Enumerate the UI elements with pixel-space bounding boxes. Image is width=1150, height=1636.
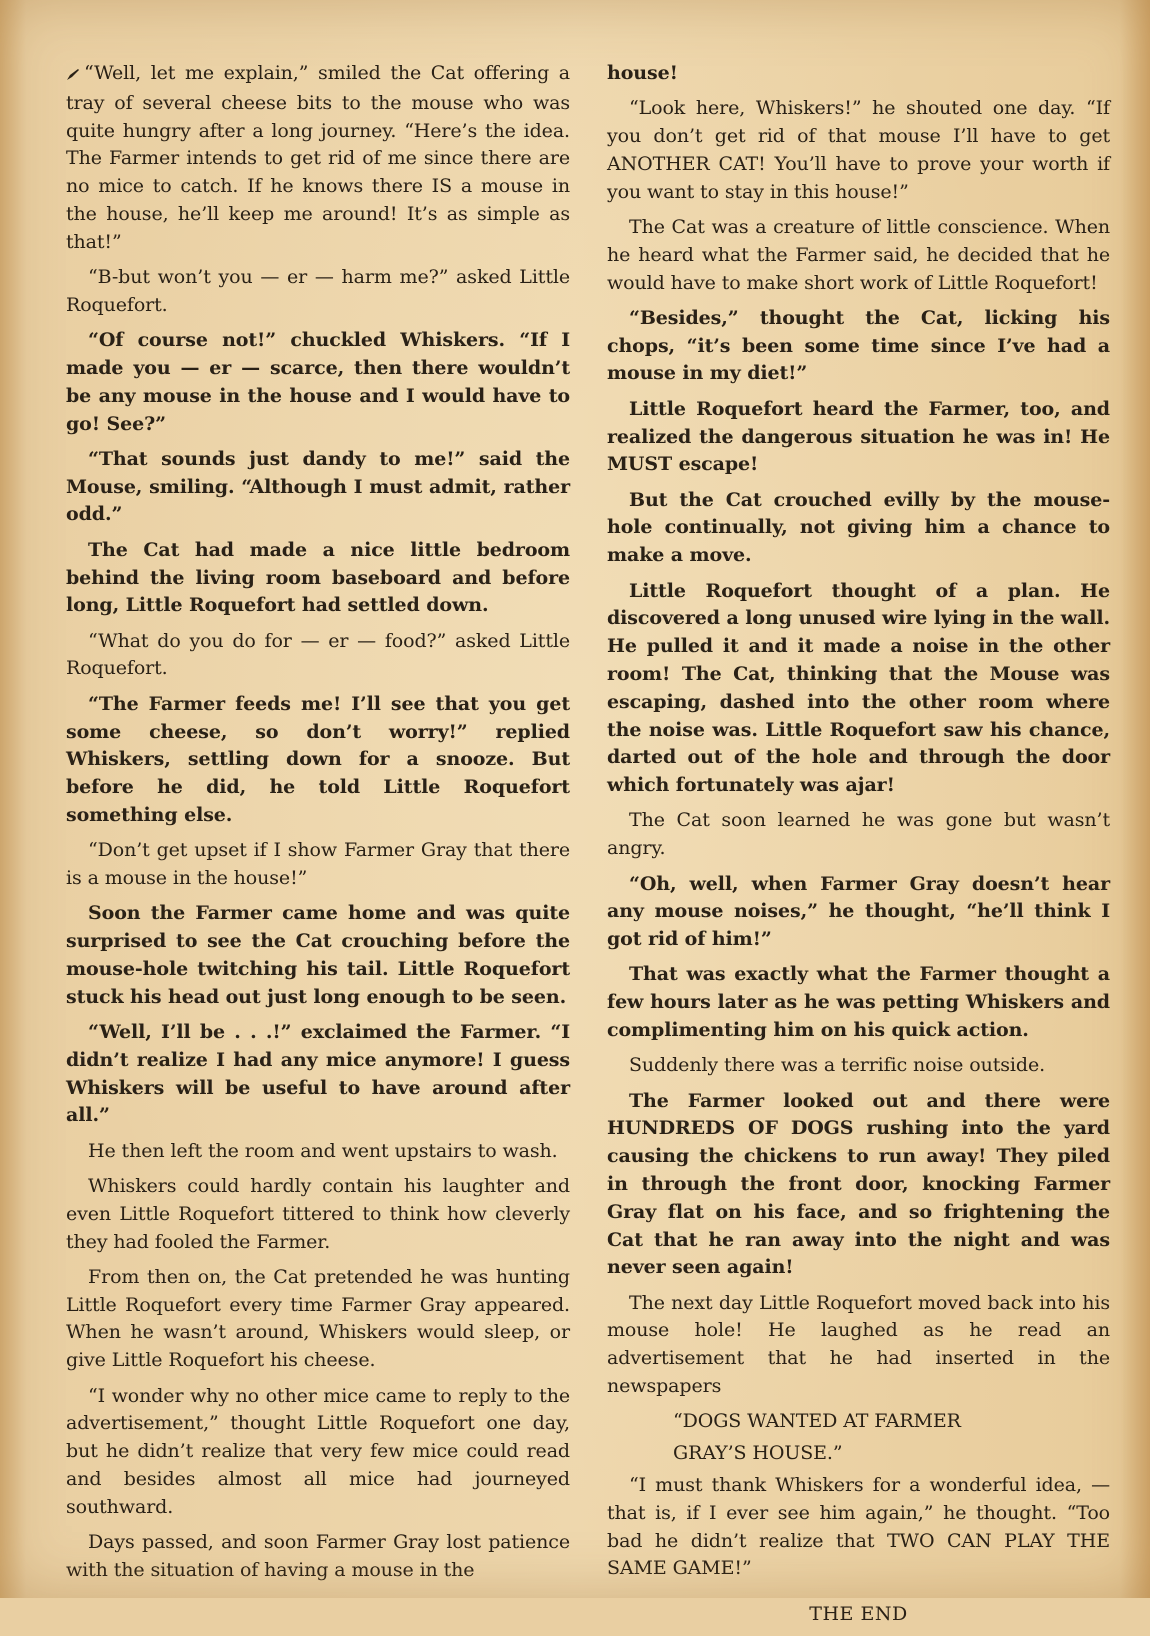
advertisement-line: “DOGS WANTED AT FARMER	[673, 1410, 961, 1433]
paragraph: “I must thank Whiskers for a wonderful idea, — that is, if I ever see him again,” he thought. “Too bad he didn’t realize that TWO CAN PLAY THE SAME GAME!”	[607, 1473, 1110, 1580]
paragraph: The next day Little Roquefort moved back into his mouse hole! He laughed as he read an advertisement that he had inserted in the newspapers	[607, 1291, 1110, 1398]
paragraph: Soon the Farmer came home and was quite surprised to see the Cat crouching before the mouse-hole twitching his tail. Little Roquefort stuck his head out just long enough to be seen.	[66, 902, 570, 1008]
pencil-mark-icon	[66, 62, 80, 90]
paragraph: “Look here, Whiskers!” he shouted one day. “If you don’t get rid of that mouse I’ll have to get ANOTHER CAT! You’ll have to prove your worth if you want to stay in this house!”	[607, 97, 1110, 203]
paragraph: “I wonder why no other mice came to reply to the advertisement,” thought Little Roquefort one day, but he didn’t realize that very few mice could read and besides almost all mice had journeyed southward.	[66, 1384, 570, 1518]
paragraph: The Cat soon learned he was gone but wasn’t angry.	[607, 809, 1110, 860]
paragraph: “Of course not!” chuckled Whiskers. “If I made you — er — scarce, then there wouldn’t be any mouse in the house and I would have to go! See?”	[66, 329, 570, 435]
paragraph: “Well, let me explain,” smiled the Cat offering a tray of several cheese bits to the mouse who was quite hungry after a long journey. “Here’s the idea. The Farmer intends to get rid of me since there are no mice to catch. If he knows there IS a mouse in the house, he’ll keep me around! It’s as simple as that!”	[66, 62, 570, 253]
paragraph: “Besides,” thought the Cat, licking his chops, “it’s been some time since I’ve had a mouse in my diet!”	[607, 306, 1110, 385]
paragraph: Suddenly there was a terrific noise outside.	[629, 1054, 1046, 1077]
paragraph: That was exactly what the Farmer thought a few hours later as he was petting Whiskers and complimenting him on his quick action.	[607, 963, 1110, 1041]
paragraph: “Well, I’ll be . . .!” exclaimed the Farmer. “I didn’t realize I had any mice anymore! I guess Whiskers will be useful to have around after all.”	[66, 1021, 570, 1127]
paragraph: The Cat was a creature of little conscience. When he heard what the Farmer said, he decided that he would have to make short work of Little Roquefort!	[607, 215, 1110, 294]
paragraph: He then left the room and went upstairs to wash.	[88, 1139, 558, 1162]
paragraph: Whiskers could hardly contain his laughter and even Little Roquefort tittered to think how cleverly they had fooled the Farmer.	[66, 1174, 570, 1253]
right-column	[607, 60, 1110, 1636]
paragraph: “What do you do for — er — food?” asked Little Roquefort.	[66, 629, 570, 680]
paragraph: “Oh, well, when Farmer Gray doesn’t hear any mouse noises,” he thought, “he’ll think I got rid of him!”	[607, 872, 1110, 951]
paragraph: house!	[607, 62, 678, 84]
paragraph: Days passed, and soon Farmer Gray lost patience with the situation of having a mouse in the	[66, 1531, 570, 1581]
advertisement-line: GRAY’S HOUSE.”	[673, 1442, 843, 1465]
paragraph: The Farmer looked out and there were HUNDREDS OF DOGS rushing into the yard causing the chickens to run away! They piled in through the front door, knocking Farmer Gray flat on his face, and so frightening the Cat that he ran away into the night and was never seen again!	[607, 1089, 1110, 1279]
paragraph: Little Roquefort thought of a plan. He discovered a long unused wire lying in the wall. He pulled it and it made a noise in the other room! The Cat, thinking that the Mouse was escaping, dashed into the other room where the noise was. Little Roquefort saw his chance, darted out of the hole and through the door which fortunately was ajar!	[607, 579, 1110, 797]
paragraph: But the Cat crouched evilly by the mouse-hole continually, not giving him a chance to make a move.	[607, 488, 1110, 567]
the-end-label: THE END	[809, 1603, 908, 1626]
paragraph: “Don’t get upset if I show Farmer Gray that there is a mouse in the house!”	[66, 839, 570, 890]
paragraph: From then on, the Cat pretended he was hunting Little Roquefort every time Farmer Gray appeared. When he wasn’t around, Whiskers would sleep, or give Little Roquefort his cheese.	[66, 1265, 570, 1372]
paragraph: “That sounds just dandy to me!” said the Mouse, smiling. “Although I must admit, rather odd.”	[66, 447, 570, 526]
paragraph: Little Roquefort heard the Farmer, too, and realized the dangerous situation he was in! He MUST escape!	[607, 397, 1110, 476]
paragraph: “B-but won’t you — er — harm me?” asked Little Roquefort.	[66, 266, 570, 316]
paragraph: “The Farmer feeds me! I’ll see that you get some cheese, so don’t worry!” replied Whiskers, settling down for a snooze. But before he did, he told Little Roquefort something else.	[66, 692, 570, 826]
paragraph: The Cat had made a nice little bedroom behind the living room baseboard and before long, Little Roquefort had settled down.	[66, 538, 570, 617]
left-column	[66, 60, 570, 1592]
